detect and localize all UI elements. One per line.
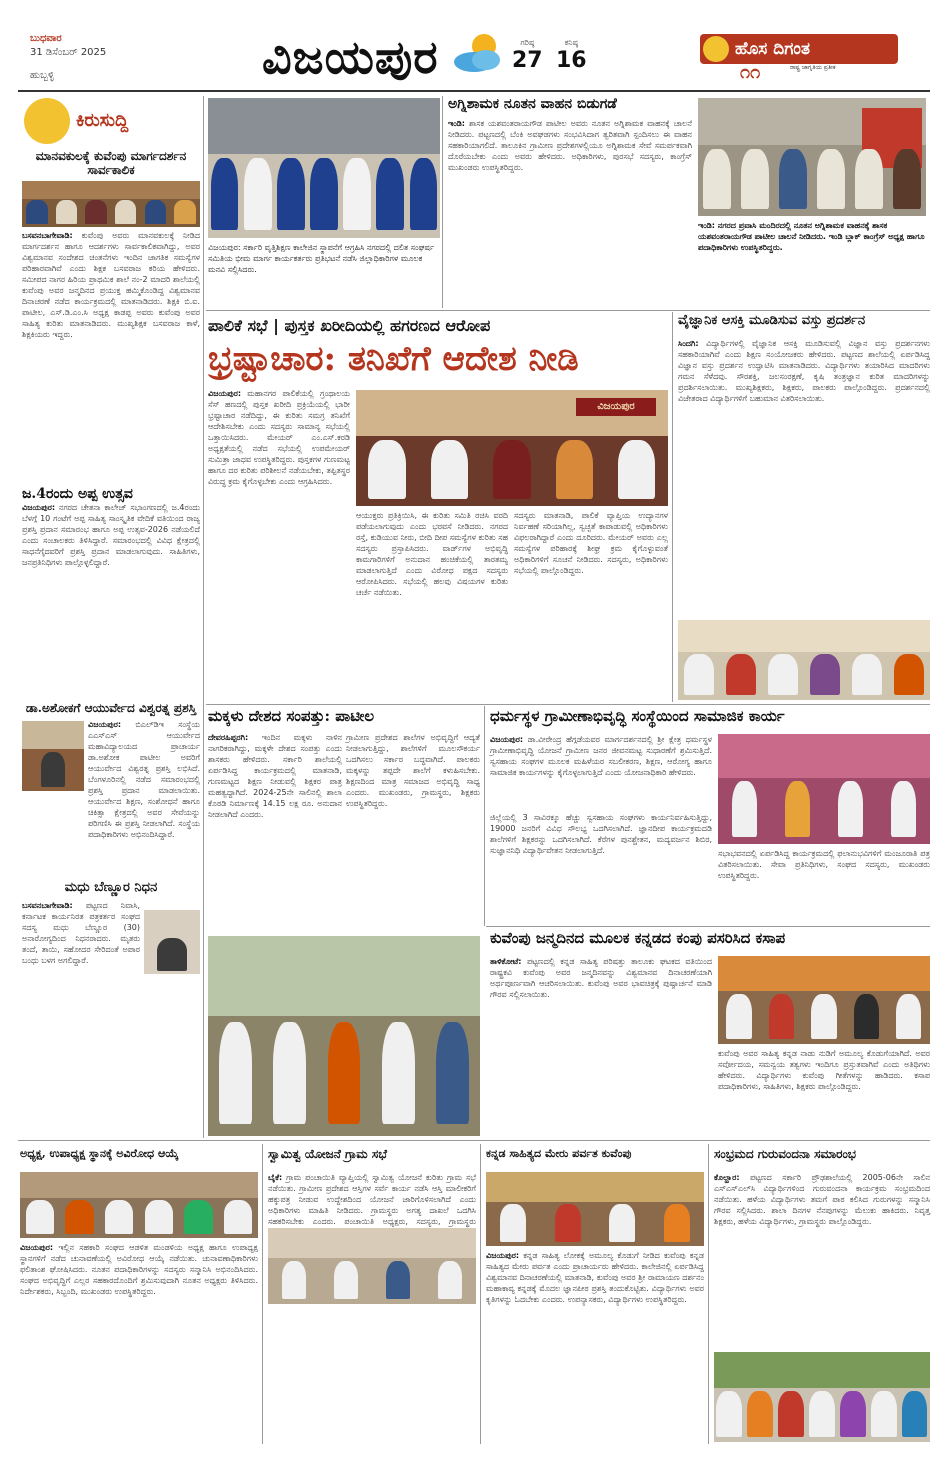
story-text: ಬಿಎಲ್‌ಡಿಇ ಸಂಸ್ಥೆಯ ಎಎಸ್‌ಎಸ್ ಆಯುರ್ವೇದ ಮಹಾವಿದ್ಯಾಲಯದ ಪ್ರಾಚಾರ್ಯ ಡಾ.ಅಶೋಕ ಪಾಟೀಲ ಅವರಿಗೆ ಆಯುರ್ವೇದ ವಿಶ್ವರತ್ನ ಪ್ರಶಸ್ತಿ ಲಭಿಸಿದೆ. ಬೆಂಗಳೂರಿನಲ್ಲಿ ನಡೆದ ಸಮಾರಂಭದಲ್ಲಿ ಪ್ರಶಸ್ತಿ ಪ್ರದಾನ ಮಾಡಲಾಯಿತು. ಆಯುರ್ವೇದ ಶಿಕ್ಷಣ, ಸಂಶೋಧನೆ ಹಾಗೂ ಚಿಕಿತ್ಸಾ ಕ್ಷೇತ್ರದಲ್ಲಿ ಅವರ ಸೇವೆಯನ್ನು ಪರಿಗಣಿಸಿ ಈ ಪ್ರಶಸ್ತಿ ನೀಡಲಾಗಿದೆ. ಸಂಸ್ಥೆಯ ಪದಾಧಿಕಾರಿಗಳು ಅಭಿನಂದಿಸಿದ್ದಾರೆ. (88, 720, 200, 840)
school-event-photo (208, 936, 480, 1136)
story-body (88, 719, 200, 869)
story-body (268, 1172, 476, 1224)
council-meeting-photo (356, 390, 668, 506)
date: 31 ಡಿಸೆಂಬರ್ 2025 (30, 47, 107, 58)
story-body (22, 502, 200, 698)
story-headline: ಅಗ್ನಿಶಾಮಕ ನೂತನ ವಾಹನ ಬಿಡುಗಡೆ (448, 96, 617, 112)
fire-vehicle-photo (698, 98, 926, 216)
lead-headline: ಭ್ರಷ್ಟಾಚಾರ: ತನಿಖೆಗೆ ಆದೇಶ ನೀಡಿ (208, 339, 579, 379)
story-body (490, 734, 712, 806)
dateline: ಇಂಡಿ: (448, 119, 465, 128)
dateline: ಬೈಕೆ: (268, 1173, 283, 1182)
photo-caption: ಇಂಡಿ: ನಗರದ ಪ್ರವಾಸಿ ಮಂದಿರದಲ್ಲಿ ನೂತನ ಅಗ್ನಿಶಾಮಕ ವಾಹನಕ್ಕೆ ಶಾಸಕ ಯಶವಂತರಾಯಗೌಡ ಪಾಟೀಲ ಚಾಲನೆ ನೀಡಿದರು. ಇಂಡಿ ಬ್ಲಾಕ್ ಕಾಂಗ್ರೆಸ್ ಅಧ್ಯಕ್ಷ ಹಾಗೂ ಪದಾಧಿಕಾರಿಗಳು ಉಪಸ್ಥಿತರಿದ್ದರು. (698, 221, 925, 252)
row-divider (206, 704, 930, 705)
dateline: ತಾಳಿಕೋಟೆ: (490, 957, 522, 966)
page-number: ೧೧ (740, 62, 761, 83)
edition-name: ಹುಬ್ಬಳ್ಳಿ (30, 70, 55, 81)
story-text: ಡಾ.ವೀರೇಂದ್ರ ಹೆಗ್ಗಡೆಯವರ ಮಾರ್ಗದರ್ಶನದಲ್ಲಿ ಶ್ರೀ ಕ್ಷೇತ್ರ ಧರ್ಮಸ್ಥಳ ಗ್ರಾಮೀಣಾಭಿವೃದ್ಧಿ ಯೋಜನೆ ಗ್ರಾಮೀಣ ಜನರ ಜೀವನಮಟ್ಟ ಸುಧಾರಣೆಗೆ ಶ್ರಮಿಸುತ್ತಿದೆ. ಸ್ವಸಹಾಯ ಸಂಘಗಳ ಮೂಲಕ ಮಹಿಳೆಯರ ಸಬಲೀಕರಣ, ಶಿಕ್ಷಣ, ಆರೋಗ್ಯ ಹಾಗೂ ಸಾಮಾಜಿಕ ಕಾರ್ಯಗಳನ್ನು ಕೈಗೊಳ್ಳಲಾಗುತ್ತಿದೆ ಎಂದು ಯೋಜನಾಧಿಕಾರಿ ಹೇಳಿದರು. (490, 735, 713, 777)
story-headline: ಸಂಭ್ರಮದ ಗುರುವಂದನಾ ಸಮಾರಂಭ (714, 1147, 856, 1161)
story-body: ಜಿಲ್ಲೆಯಲ್ಲಿ 3 ಸಾವಿರಕ್ಕೂ ಹೆಚ್ಚು ಸ್ವಸಹಾಯ ಸಂಘಗಳು ಕಾರ್ಯನಿರ್ವಹಿಸುತ್ತಿದ್ದು, 19000 ಜನರಿಗೆ ವಿವಿಧ ಸೌಲಭ್ಯ ಒದಗಿಸಲಾಗಿದೆ. ಜ್ಞಾನದೀಪ ಕಾರ್ಯಕ್ರಮದಡಿ ಶಾಲೆಗಳಿಗೆ ಶಿಕ್ಷಕರನ್ನು ಒದಗಿಸಲಾಗಿದೆ. ಕೆರೆಗಳ ಪುನಶ್ಚೇತನ, ಮದ್ಯವರ್ಜನ ಶಿಬಿರ, ಸುಜ್ಞಾನನಿಧಿ ವಿದ್ಯಾರ್ಥಿವೇತನ ನೀಡಲಾಗುತ್ತಿದೆ. (490, 813, 712, 855)
row-divider (486, 926, 930, 927)
story-headline: ಕುವೆಂಪು ಜನ್ಮದಿನದ ಮೂಲಕ ಕನ್ನಡದ ಕಂಪು ಪಸರಿಸಿದ ಕಸಾಪ (490, 929, 786, 947)
story-body (448, 118, 692, 308)
story-text: ಪಟ್ಟಣದಲ್ಲಿ ಕನ್ನಡ ಸಾಹಿತ್ಯ ಪರಿಷತ್ತು ತಾಲೂಕು ಘಟಕದ ವತಿಯಿಂದ ರಾಷ್ಟ್ರಕವಿ ಕುವೆಂಪು ಅವರ ಜನ್ಮದಿನವನ್ನು ವಿಶ್ವಮಾನವ ದಿನಾಚರಣೆಯಾಗಿ ಅರ್ಥಪೂರ್ಣವಾಗಿ ಆಚರಿಸಲಾಯಿತು. ಕುವೆಂಪು ಅವರ ಭಾವಚಿತ್ರಕ್ಕೆ ಪುಷ್ಪಾರ್ಚನೆ ಮಾಡಿ ಗೌರವ ಸಲ್ಲಿಸಲಾಯಿತು. (490, 957, 713, 999)
story-text: ಇಲ್ಲಿನ ಸಹಕಾರಿ ಸಂಘದ ಆಡಳಿತ ಮಂಡಳಿಯ ಅಧ್ಯಕ್ಷ ಹಾಗೂ ಉಪಾಧ್ಯಕ್ಷ ಸ್ಥಾನಗಳಿಗೆ ನಡೆದ ಚುನಾವಣೆಯಲ್ಲಿ ಅವಿರೋಧ ಆಯ್ಕೆ ನಡೆಯಿತು. ಚುನಾವಣಾಧಿಕಾರಿಗಳು ಫಲಿತಾಂಶ ಘೋಷಿಸಿದರು. ನೂತನ ಪದಾಧಿಕಾರಿಗಳನ್ನು ಸದಸ್ಯರು ಸನ್ಮಾನಿಸಿ ಅಭಿನಂದಿಸಿದರು. ಸಂಘದ ಅಭಿವೃದ್ಧಿಗೆ ಎಲ್ಲರ ಸಹಕಾರದೊಂದಿಗೆ ಶ್ರಮಿಸುವುದಾಗಿ ನೂತನ ಅಧ್ಯಕ್ಷರು ತಿಳಿಸಿದರು. ನಿರ್ದೇಶಕರು, ಸಿಬ್ಬಂದಿ, ಮುಖಂಡರು ಉಪಸ್ಥಿತರಿದ್ದರು. (20, 1243, 259, 1296)
obituary-photo (144, 910, 200, 974)
section-label: ಕಿರುಸುದ್ದಿ (76, 110, 129, 131)
story-headline: ಮಧು ಬೆಣ್ಣೂರ ನಿಧನ (64, 880, 158, 896)
story-body: ಕುವೆಂಪು ಅವರ ಸಾಹಿತ್ಯ ಕನ್ನಡ ನಾಡು ನುಡಿಗೆ ಅಮೂಲ್ಯ ಕೊಡುಗೆಯಾಗಿದೆ. ಅವರ ಸರ್ವೋದಯ, ಸಮನ್ವಯ ತತ್ವಗಳು ಇಂದಿಗೂ ಪ್ರಸ್ತುತವಾಗಿವೆ ಎಂದು ಅತಿಥಿಗಳು ಹೇಳಿದರು. ವಿದ್ಯಾರ್ಥಿಗಳು ಕುವೆಂಪು ಗೀತೆಗಳನ್ನು ಹಾಡಿದರು. ಕಸಾಪ ಪದಾಧಿಕಾರಿಗಳು, ಸಾಹಿತಿಗಳು, ಶಿಕ್ಷಕರು ಪಾಲ್ಗೊಂಡಿದ್ದರು. (718, 1049, 930, 1091)
story-text: ನಗರದ ಚೇತನಾ ಕಾಲೇಜ್ ಸಭಾಂಗಣದಲ್ಲಿ ಜ.4ರಂದು ಬೆಳಗ್ಗೆ 10 ಗಂಟೆಗೆ ಅಪ್ಪ ಸಾಹಿತ್ಯ ಸಾಂಸ್ಕೃತಿಕ ವೇದಿಕೆ ವತಿಯಿಂದ ರಾಜ್ಯ ಪ್ರಶಸ್ತಿ ಪ್ರದಾನ ಸಮಾರಂಭ ಹಾಗೂ ಅಪ್ಪ ಉತ್ಸವ-2026 ನಡೆಯಲಿದೆ ಎಂದು ಸಂಚಾಲಕರು ತಿಳಿಸಿದ್ದಾರೆ. ಸಮಾರಂಭದಲ್ಲಿ ವಿವಿಧ ಕ್ಷೇತ್ರದಲ್ಲಿ ಸಾಧನೆಗೈದವರಿಗೆ ಪ್ರಶಸ್ತಿ ಪ್ರದಾನ ಮಾಡಲಾಗುವುದು. ಸಾಹಿತಿಗಳು, ಜನಪ್ರತಿನಿಧಿಗಳು ಪಾಲ್ಗೊಳ್ಳಲಿದ್ದಾರೆ. (22, 502, 200, 567)
story-body (22, 230, 200, 482)
dateline: ವಿಜಯಪುರ: (88, 720, 122, 730)
dateline: ಕೊಲ್ಹಾರ: (714, 1173, 740, 1182)
college-event-photo (486, 1172, 704, 1246)
story-text: ಕನ್ನಡ ಸಾಹಿತ್ಯ ಲೋಕಕ್ಕೆ ಅಮೂಲ್ಯ ಕೊಡುಗೆ ನೀಡಿದ ಕುವೆಂಪು ಕನ್ನಡ ಸಾಹಿತ್ಯದ ಮೇರು ಪರ್ವತ ಎಂದು ಪ್ರಾಚಾರ್ಯರು ಹೇಳಿದರು. ಕಾಲೇಜಿನಲ್ಲಿ ಏರ್ಪಡಿಸಿದ್ದ ವಿಶ್ವಮಾನವ ದಿನಾಚರಣೆಯಲ್ಲಿ ಮಾತನಾಡಿ, ಕುವೆಂಪು ಅವರ ಶ್ರೀ ರಾಮಾಯಣ ದರ್ಶನಂ ಮಹಾಕಾವ್ಯ ಕನ್ನಡಕ್ಕೆ ಮೊದಲ ಜ್ಞಾನಪೀಠ ಪ್ರಶಸ್ತಿ ತಂದುಕೊಟ್ಟಿತು. ವಿದ್ಯಾರ್ಥಿಗಳು ಅವರ ಕೃತಿಗಳನ್ನು ಓದಬೇಕು ಎಂದರು. ಉಪನ್ಯಾಸಕರು, ವಿದ್ಯಾರ್ಥಿಗಳು ಉಪಸ್ಥಿತರಿದ್ದರು. (486, 1251, 704, 1304)
column-divider (708, 1144, 709, 1444)
story-headline: ಅಧ್ಯಕ್ಷ, ಉಪಾಧ್ಯಕ್ಷ ಸ್ಥಾನಕ್ಕೆ ಅವಿರೋಧ ಆಯ್ಕೆ (20, 1147, 179, 1160)
story-headline: ಧರ್ಮಸ್ಥಳ ಗ್ರಾಮೀಣಾಭಿವೃದ್ಧಿ ಸಂಸ್ಥೆಯಿಂದ ಸಾಮಾಜಿಕ ಕಾರ್ಯ (490, 707, 785, 725)
story-body (22, 900, 140, 994)
story-body (208, 732, 342, 932)
column-divider (480, 1144, 481, 1444)
science-exhibition-photo (678, 620, 930, 700)
lead-kicker: ಪಾಲಿಕೆ ಸಭೆ | ಪುಸ್ತಕ ಖರೀದಿಯಲ್ಲಿ ಹಗರಣದ ಆರೋಪ (208, 316, 491, 335)
story-text: ಪಟ್ಟಣದ ನಿವಾಸಿ, ಕರ್ನಾಟಕ ಕಾರ್ಯನಿರತ ಪತ್ರಕರ್ತರ ಸಂಘದ ಸದಸ್ಯ ಮಧು ಬೆಣ್ಣೂರ (30) ಅನಾರೋಗ್ಯದಿಂದ ನಿಧನರಾದರು. ಮೃತರು ತಂದೆ, ತಾಯಿ, ಸಹೋದರ ಸೇರಿದಂತೆ ಅಪಾರ ಬಂಧು ಬಳಗ ಅಗಲಿದ್ದಾರೆ. (22, 901, 140, 966)
story-body: ಸಭಾಭವನದಲ್ಲಿ ಏರ್ಪಡಿಸಿದ್ದ ಕಾರ್ಯಕ್ರಮದಲ್ಲಿ ಫಲಾನುಭವಿಗಳಿಗೆ ಮಂಜೂರಾತಿ ಪತ್ರ ವಿತರಿಸಲಾಯಿತು. ಸೇವಾ ಪ್ರತಿನಿಧಿಗಳು, ಸಂಘದ ಸದಸ್ಯರು, ಮುಖಂಡರು ಉಪಸ್ಥಿತರಿದ್ದರು. (718, 849, 930, 880)
story-headline: ಜ.4ರಂದು ಅಪ್ಪ ಉತ್ಸವ (22, 485, 133, 502)
story-headline: ಕನ್ನಡ ಸಾಹಿತ್ಯದ ಮೇರು ಪರ್ವತ ಕುವೆಂಪು (486, 1147, 632, 1160)
dateline: ವಿಜಯಪುರ: (20, 1243, 54, 1252)
story-body (486, 1250, 704, 1442)
masthead (0, 0, 945, 92)
gram-sabha-photo (268, 1228, 476, 1304)
story-text: ವಿದ್ಯಾರ್ಥಿಗಳಲ್ಲಿ ವೈಜ್ಞಾನಿಕ ಆಸಕ್ತಿ ಮೂಡಿಸುವಲ್ಲಿ ವಿಜ್ಞಾನ ವಸ್ತು ಪ್ರದರ್ಶನಗಳು ಸಹಕಾರಿಯಾಗಿವೆ ಎಂದು ಶಿಕ್ಷಣ ಸಂಯೋಜಕರು ಹೇಳಿದರು. ಪಟ್ಟಣದ ಶಾಲೆಯಲ್ಲಿ ಏರ್ಪಡಿಸಿದ್ದ ವಿಜ್ಞಾನ ವಸ್ತು ಪ್ರದರ್ಶನ ಉದ್ಘಾಟಿಸಿ ಮಾತನಾಡಿದರು. ವಿದ್ಯಾರ್ಥಿಗಳು ತಯಾರಿಸಿದ ಮಾದರಿಗಳು ಗಮನ ಸೆಳೆದವು. ಸೌರಶಕ್ತಿ, ಜಲಸಂರಕ್ಷಣೆ, ಕೃಷಿ ತಂತ್ರಜ್ಞಾನ ಕುರಿತ ಮಾದರಿಗಳನ್ನು ಪ್ರದರ್ಶಿಸಲಾಯಿತು. ಮುಖ್ಯಶಿಕ್ಷಕರು, ಶಿಕ್ಷಕರು, ಪಾಲಕರು ಪಾಲ್ಗೊಂಡಿದ್ದರು. ಪ್ರದರ್ಶನದಲ್ಲಿ ವಿಜೇತರಾದ ವಿದ್ಯಾರ್ಥಿಗಳಿಗೆ ಬಹುಮಾನ ವಿತರಿಸಲಾಯಿತು. (678, 339, 930, 403)
dateline: ಬಸವನಬಾಗೇವಾಡಿ: (22, 230, 73, 240)
story-body (20, 1242, 258, 1442)
story-block (22, 896, 200, 996)
brand-tagline: ರಾಷ್ಟ್ರ ಜಾಗೃತಿಯ ಪ್ರತೀಕ (790, 64, 836, 71)
date-block (30, 32, 106, 60)
column-divider (203, 96, 204, 1138)
temp-max-value: 27 (512, 48, 543, 73)
kirusuddi-column (22, 150, 200, 1138)
brand-logo (700, 34, 898, 64)
kirusuddi-header (20, 98, 200, 146)
dateline: ವಿಜಯಪುರ: (486, 1251, 520, 1260)
story-body: ಗ್ರಾಮೀಣ ಪ್ರದೇಶದ ಶಾಲೆಗಳ ಅಭಿವೃದ್ಧಿಗೆ ಆದ್ಯತೆ ನೀಡಲಾಗುತ್ತಿದ್ದು, ಶಾಲೆಗಳಿಗೆ ಮೂಲಸೌಕರ್ಯ ಒದಗಿಸಲು ಸರ್ಕಾರ ಬದ್ಧವಾಗಿದೆ. ಪಾಲಕರು ಮಕ್ಕಳನ್ನು ತಪ್ಪದೇ ಶಾಲೆಗೆ ಕಳುಹಿಸಬೇಕು. ಶಿಕ್ಷಣದಿಂದ ಮಾತ್ರ ಸಮಾಜದ ಅಭಿವೃದ್ಧಿ ಸಾಧ್ಯ ಎಂದರು. ಮುಖಂಡರು, ಗ್ರಾಮಸ್ಥರು, ಶಿಕ್ಷಕರು ಉಪಸ್ಥಿತರಿದ್ದರು. (346, 733, 480, 808)
dateline: ದೇವರಹಿಪ್ಪರಗಿ: (208, 733, 249, 742)
dateline: ಸಿಂದಗಿ: (678, 339, 699, 348)
story-text: ಇಂದಿನ ಮಕ್ಕಳು ನಾಳಿನ ನಾಗರಿಕರಾಗಿದ್ದು, ಮಕ್ಕಳೇ ದೇಶದ ಸಂಪತ್ತು ಎಂದು ಶಾಸಕರು ಹೇಳಿದರು. ಸರ್ಕಾರಿ ಶಾಲೆಯಲ್ಲಿ ಏರ್ಪಡಿಸಿದ್ದ ಕಾರ್ಯಕ್ರಮದಲ್ಲಿ ಮಾತನಾಡಿ, ಗುಣಮಟ್ಟದ ಶಿಕ್ಷಣ ನೀಡುವಲ್ಲಿ ಶಿಕ್ಷಕರ ಪಾತ್ರ ಮಹತ್ವದ್ದಾಗಿದೆ. 2024-25ನೇ ಸಾಲಿನಲ್ಲಿ ಶಾಲಾ ಕೊಠಡಿ ನಿರ್ಮಾಣಕ್ಕೆ 14.15 ಲಕ್ಷ ರೂ. ಅನುದಾನ ನೀಡಲಾಗಿದೆ ಎಂದರು. (208, 733, 342, 819)
story-text: ಕುವೆಂಪು ಅವರು ಮಾನವಕುಲಕ್ಕೆ ನೀಡಿದ ಮಾರ್ಗದರ್ಶನ ಹಾಗೂ ಆದರ್ಶಗಳು ಸಾರ್ವಕಾಲಿಕವಾಗಿದ್ದು, ಅವರ ವಿಶ್ವಮಾನವ ಸಂದೇಶದ ಚಿಂತನೆಗಳು ಇಂದಿನ ಜಾಗತಿಕ ಸಮಸ್ಯೆಗಳ ಪರಿಹಾರವಾಗಿವೆ ಎಂದು ಶಿಕ್ಷಕ ಬಸವರಾಜ ಕರಿಯ ಹೇಳಿದರು. ಸಮೀಪದ ನಾಗರ ಹಿರಿಯ ಪ್ರಾಥಮಿಕ ಶಾಲೆ ನಂ-2 ಮಾದರಿ ಶಾಲೆಯಲ್ಲಿ ಕುವೆಂಪು ಅವರ ಜನ್ಮದಿನದ ಪ್ರಯುಕ್ತ ಹಮ್ಮಿಕೊಂಡಿದ್ದ ವಿಶ್ವಮಾನವ ದಿನಾಚರಣೆ ನಡೆದ ಕಾರ್ಯಕ್ರಮದಲ್ಲಿ ಮಾತನಾಡಿದರು. ಶಿಕ್ಷಕಿ ಬಿ.ಐ. ಪಾಟೀಲ, ಎಸ್.ಡಿ.ಎಂ.ಸಿ ಅಧ್ಯಕ್ಷ ಕಾಡಪ್ಪ ಅವರು ಕುವೆಂಪು ಅವರ ಸಾಹಿತ್ಯ ಕುರಿತು ಮಾತನಾಡಿದರು. ಮುಖ್ಯಶಿಕ್ಷಕ ಬಸವರಾಜ ಕಾಳೆ, ಶಿಕ್ಷಕಿಯರು ಇದ್ದರು. (22, 230, 200, 339)
lead-body-col3: ಸದಸ್ಯರು ಮಾತನಾಡಿ, ಪಾಲಿಕೆ ವ್ಯಾಪ್ತಿಯ ಉದ್ಯಾನಗಳ ನಿರ್ವಹಣೆ ಸರಿಯಾಗಿಲ್ಲ, ಸ್ವಚ್ಛತೆ ಕಾಪಾಡುವಲ್ಲಿ ಅಧಿಕಾರಿಗಳು ವಿಫಲರಾಗಿದ್ದಾರೆ ಎಂದು ದೂರಿದರು. ಮೇಯರ್ ಅವರು ಎಲ್ಲ ಸಮಸ್ಯೆಗಳ ಪರಿಹಾರಕ್ಕೆ ಶೀಘ್ರ ಕ್ರಮ ಕೈಗೊಳ್ಳುವಂತೆ ಅಧಿಕಾರಿಗಳಿಗೆ ಸೂಚನೆ ನೀಡಿದರು. ಸದಸ್ಯರು, ಅಧಿಕಾರಿಗಳು ಸಭೆಯಲ್ಲಿ ಪಾಲ್ಗೊಂಡಿದ್ದರು. (514, 511, 668, 575)
event-photo (22, 181, 200, 227)
temp-min (556, 38, 587, 73)
meeting-banner: ವಿಜಯಪುರ (576, 398, 656, 416)
election-photo (20, 1172, 258, 1238)
masthead-rule (18, 90, 930, 92)
weekday: ಬುಧವಾರ (30, 33, 62, 44)
column-divider (484, 706, 485, 926)
lead-body-col1 (208, 388, 350, 700)
partly-cloudy-icon (450, 30, 508, 76)
story-headline: ಡಾ.ಅಶೋಕಗೆ ಆಯುರ್ವೇದ ವಿಶ್ವರತ್ನ ಪ್ರಶಸ್ತಿ (25, 700, 197, 715)
column-divider (262, 1144, 263, 1444)
brand-emblem-icon (703, 36, 729, 62)
dateline: ವಿಜಯಪುರ: (22, 502, 56, 512)
brand-name: ಹೊಸ ದಿಗಂತ (735, 39, 810, 59)
award-photo (22, 721, 84, 791)
story-block (22, 715, 200, 875)
story-body (714, 1172, 930, 1348)
dateline: ಬಸವನಬಾಗೇವಾಡಿ: (22, 901, 73, 911)
story-body-continued (268, 1308, 476, 1442)
story-text: ಶಾಸಕ ಯಶವಂತರಾಯಗೌಡ ಪಾಟೀಲ ಅವರು ನೂತನ ಅಗ್ನಿಶಾಮಕ ವಾಹನಕ್ಕೆ ಚಾಲನೆ ನೀಡಿದರು. ಪಟ್ಟಣದಲ್ಲಿ ಬೆಂಕಿ ಅವಘಡಗಳು ಸಂಭವಿಸಿದಾಗ ತ್ವರಿತವಾಗಿ ಸ್ಪಂದಿಸಲು ಈ ವಾಹನ ಸಹಕಾರಿಯಾಗಲಿದೆ. ತಾಲೂಕಿನ ಗ್ರಾಮೀಣ ಪ್ರದೇಶಗಳಲ್ಲಿಯೂ ಅಗ್ನಿಶಾಮಕ ಸೇವೆ ಸಮರ್ಪಕವಾಗಿ ದೊರೆಯಬೇಕು ಎಂದು ಅವರು ಹೇಳಿದರು. ಅಧಿಕಾರಿಗಳು, ಪುರಸಭೆ ಸದಸ್ಯರು, ಕಾಂಗ್ರೆಸ್ ಮುಖಂಡರು ಉಪಸ್ಥಿತರಿದ್ದರು. (448, 119, 692, 172)
protest-photo (208, 98, 440, 238)
row-divider (206, 310, 930, 311)
story-body (678, 338, 930, 614)
story-headline: ಸ್ವಾಮಿತ್ವ ಯೋಜನೆ ಗ್ರಾಮ ಸಭೆ (268, 1147, 387, 1161)
temp-min-value: 16 (556, 48, 587, 73)
story-text: ಗ್ರಾಮ ಪಂಚಾಯಿತಿ ವ್ಯಾಪ್ತಿಯಲ್ಲಿ ಸ್ವಾಮಿತ್ವ ಯೋಜನೆ ಕುರಿತು ಗ್ರಾಮ ಸಭೆ ನಡೆಯಿತು. ಗ್ರಾಮೀಣ ಪ್ರದೇಶದ ಆಸ್ತಿಗಳ ಸರ್ವೆ ಕಾರ್ಯ ನಡೆಸಿ ಆಸ್ತಿ ಮಾಲೀಕರಿಗೆ ಹಕ್ಕುಪತ್ರ ನೀಡುವ ಉದ್ದೇಶದಿಂದ ಯೋಜನೆ ಜಾರಿಗೊಳಿಸಲಾಗಿದೆ ಎಂದು ಅಧಿಕಾರಿಗಳು ಮಾಹಿತಿ ನೀಡಿದರು. ಗ್ರಾಮಸ್ಥರು ಅಗತ್ಯ ದಾಖಲೆ ಒದಗಿಸಿ ಸಹಕರಿಸಬೇಕು ಎಂದರು. ಪಂಚಾಯಿತಿ ಅಧ್ಯಕ್ಷರು, ಸದಸ್ಯರು, ಗ್ರಾಮಸ್ಥರು (268, 1173, 476, 1226)
hand-pointing-icon (24, 98, 70, 144)
dharmasthala-event-photo (718, 734, 930, 844)
column-divider (672, 312, 673, 702)
temp-max-label: ಗರಿಷ್ಠ (520, 38, 535, 47)
story-headline: ಮಕ್ಕಳು ದೇಶದ ಸಂಪತ್ತು: ಪಾಟೀಲ (208, 707, 375, 725)
kuvempu-event-photo (718, 956, 930, 1044)
column-divider (442, 96, 443, 308)
story-body (490, 956, 712, 1136)
photo-caption: ವಿಜಯಪುರ: ಸರ್ಕಾರಿ ವೃತ್ತಿಶಿಕ್ಷಣ ಕಾಲೇಜಿನ ಸ್ಥಾಪನೆಗೆ ಆಗ್ರಹಿಸಿ ನಗರದಲ್ಲಿ ದಲಿತ ಸಂಘರ್ಷ ಸಮಿತಿಯ ಭೀಮ ಮಾರ್ಗ ಕಾರ್ಯಕರ್ತರು ಪ್ರತಿಭಟನೆ ನಡೆಸಿ ಜಿಲ್ಲಾಧಿಕಾರಿಗಳ ಮೂಲಕ ಮನವಿ ಸಲ್ಲಿಸಿದರು. (208, 243, 435, 274)
guru-vandana-photo (714, 1352, 930, 1442)
story-text: ಮಹಾನಗರ ಪಾಲಿಕೆಯಲ್ಲಿ ಗ್ರಂಥಾಲಯ ಸೆಸ್ ಹಣದಲ್ಲಿ ಪುಸ್ತಕ ಖರೀದಿ ಪ್ರಕ್ರಿಯೆಯಲ್ಲಿ ಭಾರೀ ಭ್ರಷ್ಟಾಚಾರ ನಡೆದಿದ್ದು, ಈ ಕುರಿತು ಸಮಗ್ರ ತನಿಖೆಗೆ ಆದೇಶಿಸಬೇಕು ಎಂದು ಸದಸ್ಯರು ಸಾಮಾನ್ಯ ಸಭೆಯಲ್ಲಿ ಒತ್ತಾಯಿಸಿದರು. ಮೇಯರ್ ಎಂ.ಎಸ್.ಕರಡಿ ಅಧ್ಯಕ್ಷತೆಯಲ್ಲಿ ನಡೆದ ಸಭೆಯಲ್ಲಿ ಉಪಮೇಯರ್ ಸುಮಿತ್ರಾ ಜಾಧವ ಉಪಸ್ಥಿತರಿದ್ದರು. ಪುಸ್ತಕಗಳ ಗುಣಮಟ್ಟ ಹಾಗೂ ದರ ಕುರಿತು ಪರಿಶೀಲನೆ ನಡೆಯಬೇಕು, ತಪ್ಪಿತಸ್ಥರ ವಿರುದ್ಧ ಕ್ರಮ ಕೈಗೊಳ್ಳಬೇಕು ಎಂದು ಆಗ್ರಹಿಸಿದರು. (208, 389, 350, 486)
dateline: ವಿಜಯಪುರ: (208, 389, 242, 398)
temp-min-label: ಕನಿಷ್ಠ (564, 38, 579, 47)
story-headline: ಮಾನವಕುಲಕ್ಕೆ ಕುವೆಂಪು ಮಾರ್ಗದರ್ಶನ ಸಾರ್ವಕಾಲಿಕ (35, 149, 187, 177)
row-divider (18, 1140, 930, 1141)
story-text: ಪಟ್ಟಣದ ಸರ್ಕಾರಿ ಪ್ರೌಢಶಾಲೆಯಲ್ಲಿ 2005-06ನೇ ಸಾಲಿನ ಎಸ್‌ಎಸ್‌ಎಲ್‌ಸಿ ವಿದ್ಯಾರ್ಥಿಗಳಿಂದ ಗುರುವಂದನಾ ಕಾರ್ಯಕ್ರಮ ಸಂಭ್ರಮದಿಂದ ನಡೆಯಿತು. ಹಳೆಯ ವಿದ್ಯಾರ್ಥಿಗಳು ತಮಗೆ ಪಾಠ ಕಲಿಸಿದ ಗುರುಗಳನ್ನು ಸನ್ಮಾನಿಸಿ ಗೌರವ ಸಲ್ಲಿಸಿದರು. ಶಾಲಾ ದಿನಗಳ ನೆನಪುಗಳನ್ನು ಮೆಲುಕು ಹಾಕಿದರು. ನಿವೃತ್ತ ಶಿಕ್ಷಕರು, ಹಳೆಯ ವಿದ್ಯಾರ್ಥಿಗಳು, ಗ್ರಾಮಸ್ಥರು ಪಾಲ್ಗೊಂಡಿದ್ದರು. (714, 1173, 931, 1226)
page-title: ವಿಜಯಪುರ (262, 30, 439, 84)
dateline: ವಿಜಯಪುರ: (490, 735, 524, 744)
story-headline: ವೈಜ್ಞಾನಿಕ ಆಸಕ್ತಿ ಮೂಡಿಸುವ ವಸ್ತು ಪ್ರದರ್ಶನ (678, 313, 866, 328)
temp-max (512, 38, 543, 73)
lead-body-col2: ಆಯುಕ್ತರು ಪ್ರತಿಕ್ರಿಯಿಸಿ, ಈ ಕುರಿತು ಸಮಿತಿ ರಚಿಸಿ ವರದಿ ಪಡೆಯಲಾಗುವುದು ಎಂದು ಭರವಸೆ ನೀಡಿದರು. ನಗರದ ರಸ್ತೆ, ಕುಡಿಯುವ ನೀರು, ಬೀದಿ ದೀಪ ಸಮಸ್ಯೆಗಳ ಕುರಿತು ಸಹ ಸದಸ್ಯರು ಪ್ರಸ್ತಾಪಿಸಿದರು. ವಾರ್ಡ್‌ಗಳ ಅಭಿವೃದ್ಧಿ ಕಾಮಗಾರಿಗಳಿಗೆ ಅನುದಾನ ಹಂಚಿಕೆಯಲ್ಲಿ ತಾರತಮ್ಯ ಮಾಡಲಾಗುತ್ತಿದೆ ಎಂದು ವಿರೋಧ ಪಕ್ಷದ ಸದಸ್ಯರು ಆರೋಪಿಸಿದರು. ಸಭೆಯಲ್ಲಿ ಹಲವು ವಿಷಯಗಳ ಕುರಿತು ಚರ್ಚೆ ನಡೆಯಿತು. (356, 511, 508, 597)
